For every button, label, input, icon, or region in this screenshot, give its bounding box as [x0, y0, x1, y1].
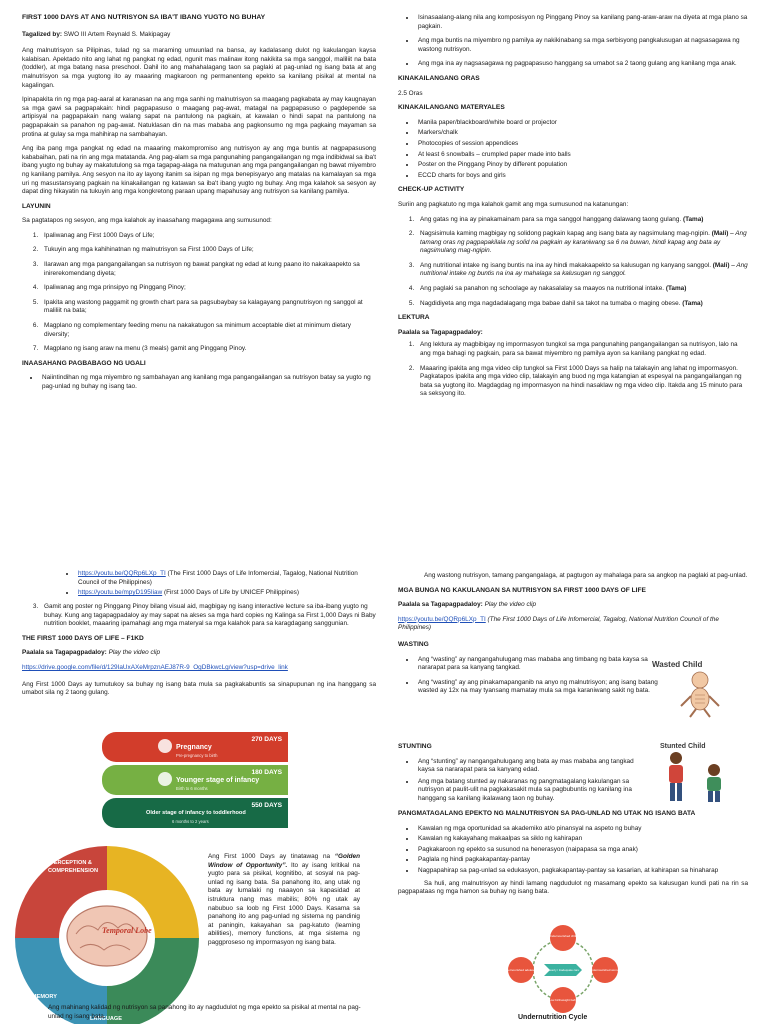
- svg-text:Undernourished child: Undernourished child: [548, 934, 578, 938]
- stunting-item: • Ang “stunting” ay nangangahulugang ang bata ay mas mababa ang tangkad kaysa sa nararapat para sa kanyang edad.: [416, 758, 636, 775]
- closing-paragraph: Sa huli, ang malnutrisyon ay hindi lamang nagdudulot ng masamang epekto sa kalusugan kundi pati na rin sa pagpapataas ng mga hamon sa buhay ng isang bata.: [398, 879, 748, 896]
- bar-days: 180 DAYS: [251, 769, 282, 776]
- stunted-child-title: Stunted Child: [660, 743, 706, 750]
- layunin-item: 4. Ipaliwanag ang mga prinsipyo ng Pinggang Pinoy;: [40, 284, 376, 293]
- document-title: FIRST 1000 DAYS AT ANG NUTRISYON SA IBA'T IBANG YUGTO NG BUHAY: [22, 14, 266, 21]
- drive-link[interactable]: https://drive.google.com/file/d/129IaUxAXeMrpznAEJ87R-9_OgDBkwcLg/view?usp=drive_link: [22, 663, 288, 671]
- cycle-title: Undernutrition Cycle: [518, 1014, 588, 1021]
- paalala-line: Paalala sa Tagapagpadaloy: Play the video clip: [398, 601, 537, 609]
- bar-days: 550 DAYS: [251, 802, 282, 809]
- wasted-child-icon: [670, 669, 730, 719]
- older-infancy-bar: [102, 798, 288, 828]
- layunin-item: 3. Ilarawan ang mga pangangailangan sa nutrisyon ng bawat pangkat ng edad at kung paano ito nakakaapekto sa inirerekomendang diyeta;: [40, 261, 376, 278]
- ugali-list-continued: [416, 14, 748, 69]
- undernutrition-cycle-diagram: [498, 920, 628, 1024]
- video-link-item: • https://youtu.be/mpyD195Iiaw (First 1000 Days of Life by UNICEF Philippines): [76, 589, 368, 598]
- oras-heading: KINAKAILANGANG ORAS: [398, 74, 480, 82]
- intro-paragraph-1: Ang malnutrisyon sa Pilipinas, tulad ng sa maraming umuunlad na bansa, ay kadalasang dulot ng kakulangan kaysa kalabisan. Apektado nito ang lahat ng pangkat ng edad, ngunit mas malinaw itong nakikita sa mga sanggol, maliliit na bata (toddler), at mga batang nasa preschool. Dahil ito ang mahahalagang taon sa paglaki at pag-unlad ng isang bata at ang malnutrisyon sa mga yugtong ito ay maaaring magkaroon ng permanenteng epekto sa kanilang pisikal at mental na kagalingan.: [22, 47, 376, 89]
- wasted-child-figure: [652, 660, 748, 726]
- bar-days: 270 DAYS: [251, 736, 282, 743]
- layunin-item: 7. Magplano ng isang araw na menu (3 meals) gamit ang Pinggang Pinoy.: [40, 345, 376, 354]
- lektura-list: [416, 341, 748, 399]
- bar-label: Younger stage of infancy: [176, 777, 260, 784]
- page-gap: [0, 520, 768, 540]
- intro-paragraph-2: Ipinapakita rin ng mga pag-aaral at karanasan na ang mga sanhi ng malnutrisyon sa maagang pagkabata ay may kaugnayan sa mga gawi sa pagpapakain: hindi pagpapasuso o maagang pag-awat, matagal na pagpapasuso o pagdepende sa artipisyal na pagpapakain nang walang sapat na pantulong na pagkain, at kawalan o hindi sapat na pantulong na pagpapakain sa panahon ng pag-awat. Natuklasan din na mas mababa ang pagkonsumo ng mga pagkaing mayaman sa protina at gulay sa mga mahihirap na sambahayan.: [22, 96, 376, 138]
- materyales-item: • Markers/chalk: [416, 129, 748, 138]
- checkup-item: 5. Nagdidiyeta ang mga nagdadalagang mga babae dahil sa takot na tumaba o maging obese. (Tama): [416, 300, 748, 309]
- golden-window-paragraph: Ang First 1000 Days ay tinatawag na “Golden Window of Opportunity”. Ito ay isang kritikal na yugto para sa pisikal, kognitibo, at sosyal na pag-unlad ng isang bata. Sa panahong ito, ang utak ng bata ay lumalaki ng naaayon sa kapasidad at istruktura nang mas mabilis; 80% ng utak ay nabubuo sa loob ng First 1000 Days. Kasama sa panahong ito ang pag-unlad ng sistema ng pandinig at paningin, kakayahan sa pag-katuto (learning abilities), memory functions, at mga sistema ng paggproseso ng impormasyon ng isang bata.: [208, 853, 360, 946]
- epekto-item: • Paglala ng hindi pagkakapantay-pantay: [416, 856, 748, 865]
- wasting-item: • Ang “wasting” ay ang pinakamapanganib na anyo ng malnutrisyon; ang isang batang wasted ay 12x na may tyansang mamatay mula sa mga karaniwang sakit ng bata.: [416, 679, 662, 696]
- lektura-item: 1. Ang lektura ay magbibigay ng impormasyon tungkol sa mga pangunahing pangangailangan sa nutrisyon, lalo na ang mga bahagi ng pagkain, para sa bawat miyembro ng pamilya ayon sa kanilang pangkat ng edad.: [416, 341, 748, 358]
- svg-text:Low birthweight baby: Low birthweight baby: [548, 998, 578, 1002]
- top-left-column: [22, 14, 376, 396]
- wasting-item: • Ang “wasting” ay nangangahulugang mas mababa ang timbang ng bata kaysa sa nararapat para sa kanyang tangkad.: [416, 656, 662, 673]
- layunin-intro: Sa pagtatapos ng sesyon, ang mga kalahok ay inaasahang magagawa ang sumusunod:: [22, 217, 272, 225]
- pregnancy-icon: [158, 739, 172, 753]
- ugali-item: • Ang mga buntis na miyembro ng pamilya ay nakikinabang sa mga serbisyong pangkalusugan at nagsasagawa ng wastong nutrisyon.: [416, 37, 748, 54]
- svg-text:Undernourished adolescent: Undernourished adolescent: [502, 968, 540, 972]
- tagalized-value: SWO III Artem Reynald S. Makipagay: [63, 30, 171, 38]
- materyales-heading: KINAKAILANGANG MATERYALES: [398, 104, 505, 112]
- layunin-list: [40, 232, 376, 354]
- language-label: LANGUAGE: [90, 1016, 123, 1022]
- bar-sublabel: Pre-pregnancy to birth: [176, 753, 218, 758]
- bar-sublabel: 6 months to 2 years: [172, 819, 209, 824]
- materyales-item: • Poster on the Pinggang Pinoy by different population: [416, 161, 748, 170]
- layunin-heading: LAYUNIN: [22, 202, 51, 210]
- f1kd-heading: THE FIRST 1000 DAYS OF LIFE – F1KD: [22, 634, 144, 642]
- epekto-heading: PANGMATAGALANG EPEKTO NG MALNUTRISYON SA PAG-UNLAD NG UTAK NG ISANG BATA: [398, 810, 696, 817]
- f1kd-paragraph: Ang First 1000 Days ay tumutukoy sa buhay ng isang bata mula sa pagkakabuntis sa sinapupunan ng ina hanggang sa umabot sila ng 2 taong gulang.: [22, 680, 376, 697]
- ugali-item: • Naiintindihan ng mga miyembro ng sambahayan ang kanilang mga pangangailangan sa nutrisyon batay sa yugto ng pag-unlad ng buhay ng isang tao.: [40, 374, 376, 391]
- pregnancy-bar: [102, 732, 288, 762]
- bar-sublabel: Birth to 6 months: [176, 786, 208, 791]
- checkup-heading: CHECK-UP ACTIVITY: [398, 186, 465, 194]
- layunin-item: 1. Ipaliwanag ang First 1000 Days of Life;: [40, 232, 376, 241]
- wasting-list: [416, 656, 662, 696]
- epekto-item: • Nagpapahirap sa pag-unlad sa edukasyon, pagkakapantay-pantay sa kasarian, at kahirapan sa hinaharap: [416, 867, 748, 876]
- svg-text:Poverty / Inadequate care: Poverty / Inadequate care: [546, 968, 580, 972]
- video-link[interactable]: https://youtu.be/QQRp6LXp_TI: [78, 570, 166, 577]
- video-link-item: • https://youtu.be/QQRp6LXp_TI (The First 1000 Days of Life Infomercial, Tagalog, National Nutrition Council of the Philippines): [76, 570, 368, 587]
- intro-paragraph-3: Ang iba pang mga pangkat ng edad na maaaring makompromiso ang nutrisyon ay ang mga buntis at nagpapasusong kababaihan, pati na rin ang mga matatanda. Ang pag-alam sa mga pangunahing pangangailangan ng mga indibidwal sa iba't ibang yugto ng buhay ay makatutulong sa mga tagapag-alaga na matugunan ang mga pangangailangan ng bawat miyembro ng kanilang pamilya. Ang sesyon na ito ay layong itanim sa isipan ng mga benepisyaryo ang matalas na kamalayan sa mga uri ng masustansyang pagkain na kinakailangan ng katawan sa iba't ibang yugto ng buhay. Ang mga kalahok sa sesyon ay dapat ding hikayatin na tukuyin ang mga kongkretong paraan upang mapahusay ang nutrisyon sa kanilang pamilya.: [22, 145, 376, 196]
- comprehension-label: COMPREHENSION: [48, 868, 99, 874]
- lektura-item: 2. Maaaring ipakita ang mga video clip tungkol sa First 1000 Days sa halip na talakayin ang lahat ng impormasyon. Pagkatapos ipakita ang mga video clip, talakayin ang buod ng mga katangian at espesyal na pangangailangan ng bata sa yugtong ito. Magdagdag ng impormasyon na hindi nasaklaw ng mga video clip. Itakda ang 15 minuto para sa seksyong ito.: [416, 365, 748, 399]
- paalala-line: Paalala sa Tagapagpadaloy: Play the video clip: [22, 649, 161, 657]
- checkup-intro: Suriin ang pagkatuto ng mga kalahok gamit ang mga sumusunod na katanungan:: [398, 200, 629, 208]
- materyales-item: • Manila paper/blackboard/white board or projector: [416, 119, 748, 128]
- stunting-list: [416, 758, 636, 804]
- bottom-left-column: [52, 570, 368, 602]
- top-right-column: [398, 14, 748, 405]
- checkup-item: 2. Nagsisimula kaming magbigay ng solidong pagkain kapag ang isang bata ay nagsimulang mag-ngipin. (Mali) – Ang tamang oras ng pagpapakilala ng solid na pagkain ay karaniwang sa 6 na buwan, hindi kapag ang bata ay nagsimulang mag-ngipin.: [416, 230, 748, 256]
- tagalized-by: [22, 31, 376, 40]
- wasted-child-title: Wasted Child: [652, 660, 703, 669]
- ugali-heading: INAASAHANG PAGBABAGO NG UGALI: [22, 359, 146, 367]
- lecture-item: 3. Gamit ang poster ng Pinggang Pinoy bilang visual aid, magbigay ng isang interactive lecture sa iba-ibang yugto ng buhay. Kung ang tagapagpadaloy ay may sapat na akses sa mga hard copies ng Kalinga sa First 1,000 Days ni Baby nutrition booklet, maaaring ipamahagi ang mga materyal sa mga kalahok para sa karagdagang sanggunian.: [40, 603, 376, 629]
- materyales-item: • ECCD charts for boys and girls: [416, 172, 748, 181]
- epekto-item: • Kawalan ng kakayahang makaalpas sa siklo ng kahirapan: [416, 835, 748, 844]
- epekto-list: [416, 825, 748, 876]
- intro-paragraph: Ang wastong nutrisyon, tamang pangangalaga, at pagtugon ay mahalaga para sa angkop na paglaki at pag-unlad.: [424, 572, 748, 579]
- brain-icon: [67, 906, 147, 966]
- brain-development-illustration: [10, 838, 204, 1024]
- video-link[interactable]: https://youtu.be/QQRp6LXp_TI: [398, 615, 486, 623]
- oras-value: 2.5 Oras: [398, 89, 423, 97]
- document-page-bottom: [0, 540, 768, 1024]
- bar-label: Pregnancy: [176, 744, 212, 751]
- layunin-item: 5. Ipakita ang wastong paggamit ng growth chart para sa pagsubaybay sa kalagayang pangnutrisyon ng sanggol at maliliit na bata;: [40, 299, 376, 316]
- cycle-node: [550, 925, 576, 951]
- nutrition-quality-paragraph: Ang mahinang kalidad ng nutrisyon sa panahong ito ay nagdudulot ng mga epekto sa pisikal at mental na pag-unlad ng isang bata.: [48, 1004, 361, 1020]
- epekto-item: • Pagkakaroon ng epekto sa susunod na henerasyon (naipapasa sa mga anak): [416, 846, 748, 855]
- memory-label: MEMORY: [32, 994, 57, 1000]
- epekto-section: [398, 804, 748, 903]
- lecture-continued-list: [40, 603, 376, 629]
- video-link-list: [76, 570, 368, 598]
- checkup-item: 1. Ang gatas ng ina ay pinakamainam para sa mga sanggol hanggang dalawang taong gulang. (Tama): [416, 216, 748, 225]
- checkup-item: 3. Ang nutritional intake ng isang buntis na ina ay hindi makakaapekto sa kalusugan ng kanyang sanggol. (Mali) – Ang nutritional intake ng buntis na ina ay mahalaga sa kalusugan ng sanggol.: [416, 262, 748, 279]
- video-link[interactable]: https://youtu.be/mpyD195Iiaw: [78, 589, 163, 597]
- stunted-child-icon: [654, 750, 740, 804]
- stunting-section: [398, 737, 636, 808]
- temporal-lobe-label: Temporal Lobe: [102, 926, 152, 935]
- lektura-heading: LEKTURA: [398, 314, 430, 322]
- tagalized-label: Tagalized by:: [22, 30, 63, 38]
- checkup-item: 4. Ang paglaki sa panahon ng schoolage ay nakasalalay sa maayos na nutritional intake. (Tama): [416, 285, 748, 294]
- stunting-heading: STUNTING: [398, 743, 432, 750]
- younger-infancy-bar: [102, 765, 288, 795]
- ugali-item: • Ang mga ina ay nagsasagawa ng pagpapasuso hanggang sa umabot sa 2 taong gulang ang kanilang mga anak.: [416, 60, 748, 69]
- layunin-item: 2. Tukuyin ang mga kahihinatnan ng malnutrisyon sa First 1000 Days of Life;: [40, 246, 376, 255]
- bottom-left-column-body: [22, 603, 376, 704]
- wasting-heading: WASTING: [398, 640, 429, 648]
- ugali-item: • Isinasaalang-alang nila ang komposisyon ng Pinggang Pinoy sa kanilang pang-araw-araw na diyeta at mga plano sa pagkain.: [416, 14, 748, 31]
- infant-icon: [158, 772, 172, 786]
- epekto-item: • Kawalan ng mga oportunidad sa akademiko at/o pinansyal na aspeto ng buhay: [416, 825, 748, 834]
- ugali-list: [40, 374, 376, 391]
- svg-text:Undernourished woman: Undernourished woman: [589, 968, 621, 972]
- checkup-list: [416, 216, 748, 309]
- materyales-item: • Photocopies of session appendices: [416, 140, 748, 149]
- materyales-item: • At least 6 snowballs – crumpled paper made into balls: [416, 151, 748, 160]
- paalala-label: Paalala sa Tagapagpadaloy:: [398, 328, 483, 336]
- layunin-item: 6. Magplano ng complementary feeding menu na nakakatugon sa minimum acceptable diet at minimum dietary diversity;: [40, 322, 376, 339]
- bunga-heading: MGA BUNGA NG KAKULANGAN SA NUTRISYON SA FIRST 1000 DAYS OF LIFE: [398, 586, 646, 594]
- video-reference: https://youtu.be/QQRp6LXp_TI (The First 1000 Days of Life Infomercial, Tagalog, National Nutrition Council of the Philippines): [398, 615, 719, 632]
- first-1000-days-infographic: [102, 732, 288, 831]
- perception-label: PERCEPTION &: [50, 860, 92, 866]
- stunted-child-figure: [648, 743, 748, 807]
- stunting-item: • Ang mga batang stunted ay nakaranas ng pangmatagalang kakulangan sa nutrisyon at paulit-ulit na pagkakasakit mula sa pagbubuntis ng kanilang ina hanggang sa kanilang ikalawang taon ng buhay.: [416, 778, 636, 804]
- materyales-list: [416, 119, 748, 181]
- bar-label: Older stage of infancy to toddlerhood: [146, 810, 246, 816]
